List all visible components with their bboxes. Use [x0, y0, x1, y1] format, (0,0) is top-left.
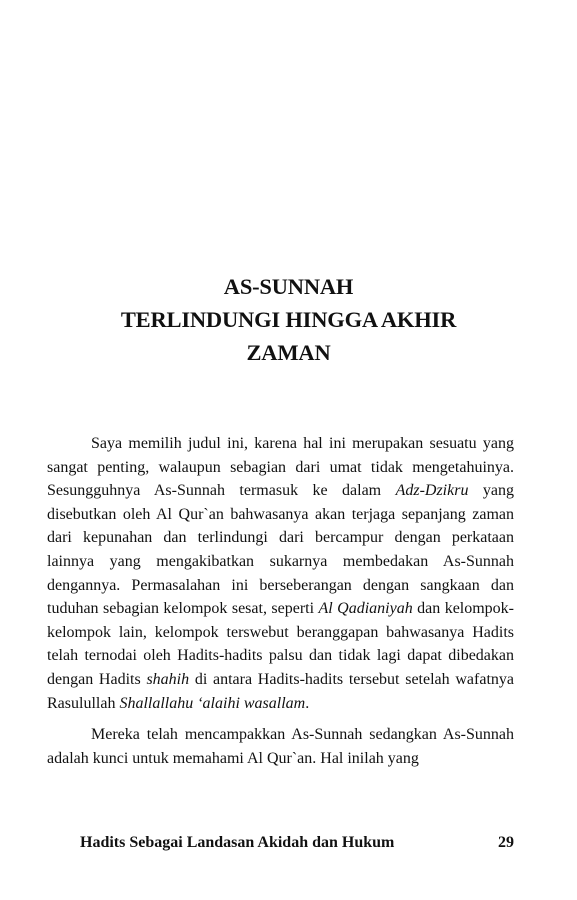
paragraph-1-text-3: dan kelompok-kelompok lain, kelompok terswebut beranggapan bahwasanya Hadits telah ternodai oleh Hadits-hadits palsu dan tidak lagi dapat dibedakan dengan Hadits — [47, 600, 515, 688]
paragraph-1-text-4: di antara Hadits-hadits tersebut setelah wafatnya Rasulullah — [47, 670, 515, 712]
chapter-title-line-1: AS-SUNNAH — [223, 274, 354, 299]
paragraph-1 — [47, 432, 514, 715]
paragraph-2: Mereka telah mencampakkan As-Sunnah sedangkan As-Sunnah adalah kunci untuk memahami Al Qur`an. Hal inilah yang — [47, 726, 514, 767]
paragraph-1-italic-2: Al Qadianiyah — [318, 600, 413, 618]
paragraph-1-italic-3: shahih — [146, 670, 190, 688]
page-number: 29 — [498, 834, 514, 851]
paragraph-1-text-5: . — [305, 694, 310, 712]
chapter-title-line-3: ZAMAN — [246, 340, 331, 365]
paragraph-1-text-2: yang disebutkan oleh Al Qur`an bahwasanya akan terjaga sepanjang zaman dari kepunahan dan terlindungi dari bercampur dengan perkataan lainnya yang mengakibatkan sukarnya membedakan As-Sunnah dengannya. Permasalahan ini berseberangan dengan sangkaan dan tuduhan sebagian kelompok sesat, seperti — [47, 482, 514, 618]
paragraph-1-italic-1: Adz-Dzikru — [395, 482, 469, 500]
running-footer-title: Hadits Sebagai Landasan Akidah dan Hukum — [80, 834, 395, 851]
paragraph-1-text-1: Saya memilih judul ini, karena hal ini merupakan sesuatu yang sangat penting, walaupun sebagian dari umat tidak mengetahuinya. Sesungguhnya As-Sunnah termasuk ke dalam — [47, 435, 514, 500]
body-text — [47, 432, 514, 770]
chapter-title — [0, 270, 577, 369]
paragraph-1-italic-4: Shallallahu ‘alaihi wasallam — [119, 694, 306, 712]
chapter-title-line-2: TERLINDUNGI HINGGA AKHIR — [120, 307, 457, 332]
page-footer — [80, 834, 514, 852]
